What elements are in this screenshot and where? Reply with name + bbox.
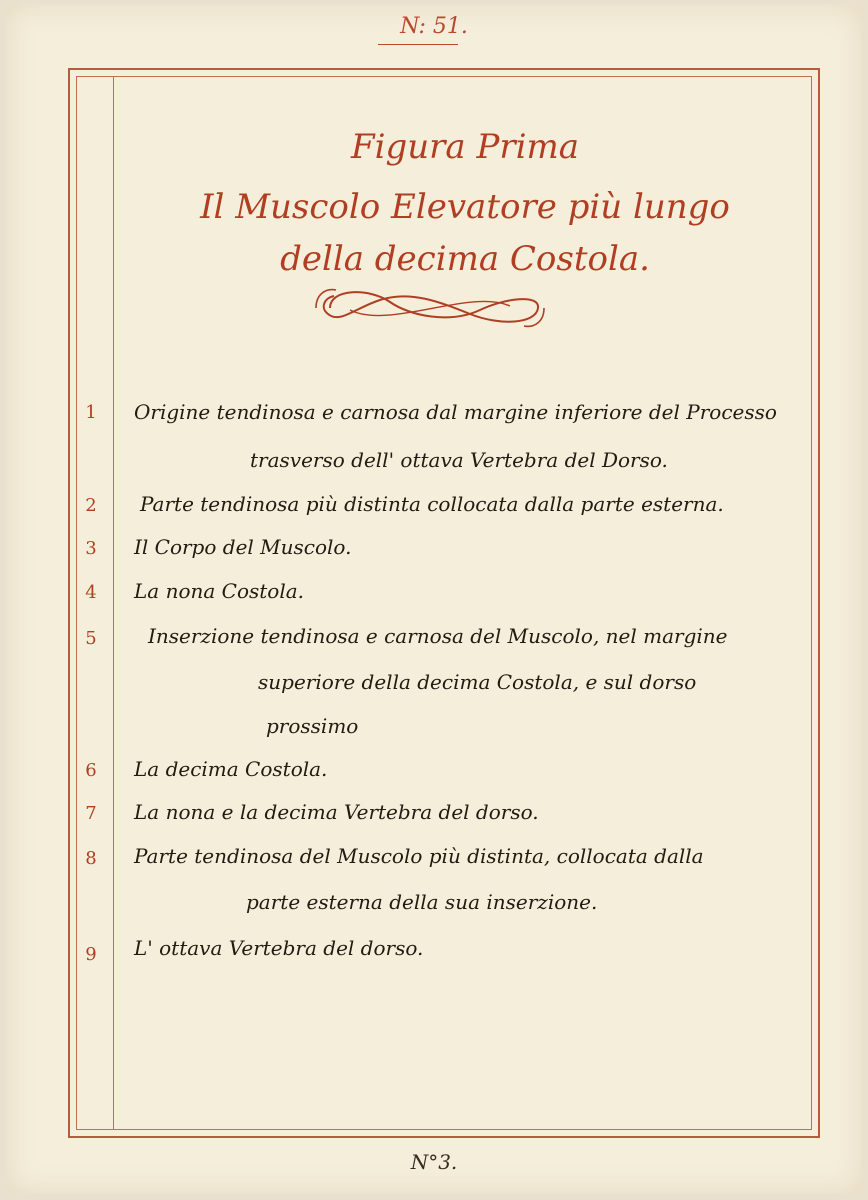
entry-number-3: 3 bbox=[85, 538, 97, 559]
entry-4-line-1: La nona Costola. bbox=[134, 579, 305, 603]
entry-number-1: 1 bbox=[85, 402, 97, 423]
entry-5-line-1: Inserzione tendinosa e carnosa del Muscolo, nel margine bbox=[148, 624, 728, 648]
title-line-2: Il Muscolo Elevatore più lungo bbox=[200, 187, 730, 227]
entry-number-7: 7 bbox=[85, 803, 97, 824]
entry-number-9: 9 bbox=[85, 944, 97, 965]
entry-3-line-1: Il Corpo del Muscolo. bbox=[134, 535, 352, 559]
entry-number-8: 8 bbox=[85, 848, 97, 869]
entry-8-line-1: Parte tendinosa del Muscolo più distinta, collocata dalla bbox=[134, 844, 704, 868]
entry-9-line-1: L' ottava Vertebra del dorso. bbox=[134, 936, 424, 960]
entry-5-line-2: superiore della decima Costola, e sul dorso bbox=[258, 670, 697, 694]
calligraphic-flourish bbox=[310, 280, 550, 336]
entry-number-6: 6 bbox=[85, 760, 97, 781]
page-frame-inner bbox=[76, 76, 812, 1130]
entry-1-line-2: trasverso dell' ottava Vertebra del Dorso. bbox=[250, 448, 668, 472]
entry-5-line-3: prossimo bbox=[266, 714, 359, 738]
margin-rule bbox=[113, 76, 114, 1130]
entry-7-line-1: La nona e la decima Vertebra del dorso. bbox=[134, 800, 539, 824]
folio-number-bottom: N°3. bbox=[410, 1150, 458, 1174]
entry-number-4: 4 bbox=[85, 582, 97, 603]
folio-number-top: N: 51. bbox=[400, 14, 468, 39]
entry-number-5: 5 bbox=[85, 628, 97, 649]
entry-6-line-1: La decima Costola. bbox=[134, 757, 328, 781]
title-line-3: della decima Costola. bbox=[280, 239, 650, 279]
entry-2-line-1: Parte tendinosa più distinta collocata dalla parte esterna. bbox=[140, 492, 724, 516]
entry-8-line-2: parte esterna della sua inserzione. bbox=[246, 890, 598, 914]
folio-underline bbox=[378, 44, 458, 45]
title-line-1: Figura Prima bbox=[351, 127, 579, 167]
entry-number-2: 2 bbox=[85, 495, 97, 516]
entry-1-line-1: Origine tendinosa e carnosa dal margine inferiore del Processo bbox=[134, 400, 777, 424]
